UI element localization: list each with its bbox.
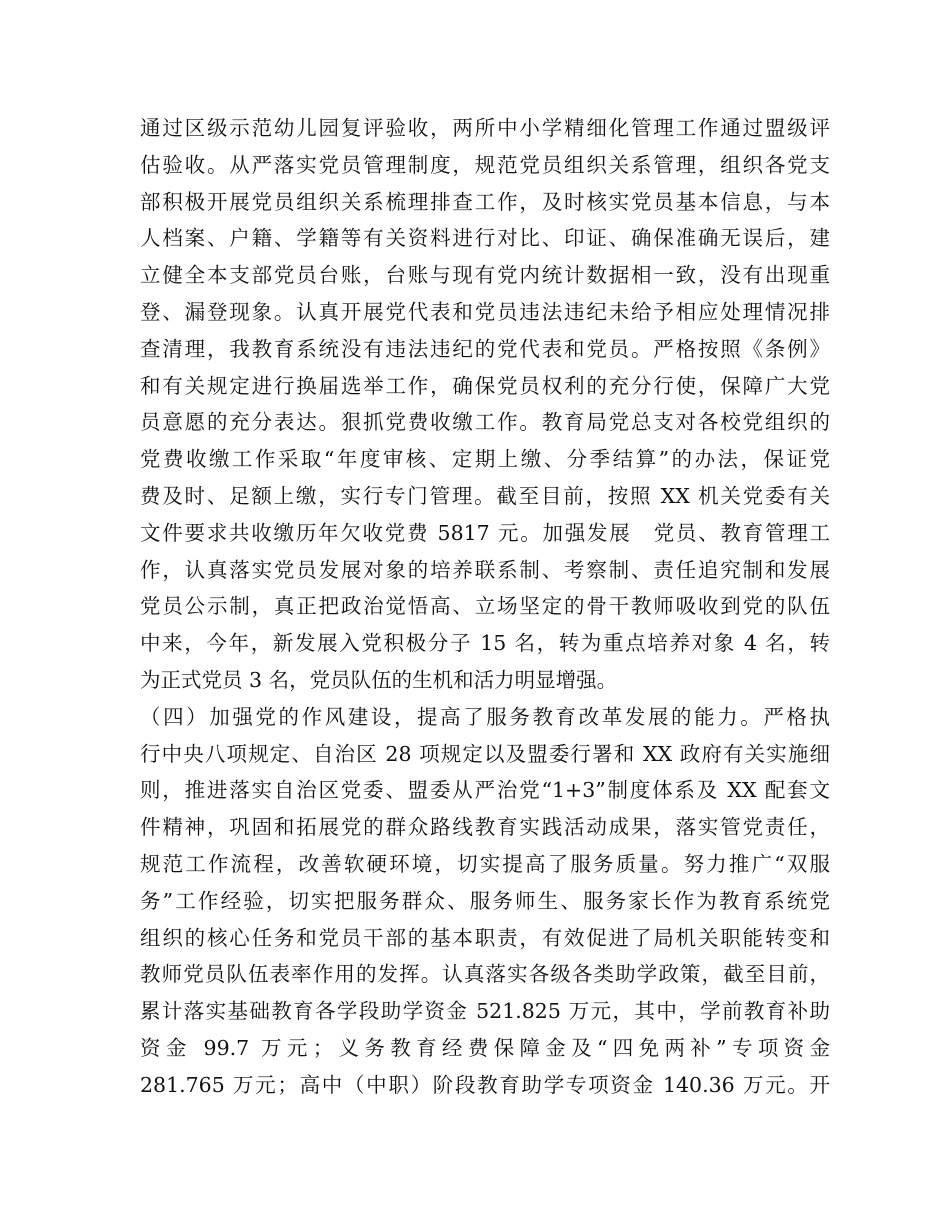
text-line: 通过区级示范幼儿园复评验收，两所中小学精细化管理工作通过盟级评: [140, 116, 830, 140]
text-line: 人档案、户籍、学籍等有关资料进行对比、印证、确保准确无误后，建: [140, 226, 830, 251]
text-line: 教师党员队伍表率作用的发挥。认真落实各级各类助学政策，截至目前，: [140, 962, 830, 987]
text-line: 党员公示制，真正把政治觉悟高、立场坚定的骨干教师吸收到党的队伍: [140, 594, 830, 619]
text-line: 登、漏登现象。认真开展党代表和党员违法违纪未给予相应处理情况排: [140, 299, 830, 324]
text-line: 累计落实基础教育各学段助学资金 521.825 万元，其中，学前教育补助: [140, 999, 830, 1024]
paragraph-start-line: （四）加强党的作风建设，提高了服务教育改革发展的能力。严格执: [140, 704, 830, 729]
text-line: 和有关规定进行换届选举工作，确保党员权利的充分行使，保障广大党: [140, 373, 830, 398]
text-line: 立健全本支部党员台账，台账与现有党内统计数据相一致，没有出现重: [140, 263, 830, 288]
text-line: 为正式党员 3 名，党员队伍的生机和活力明显增强。: [140, 667, 618, 692]
text-line: 中来，今年，新发展入党积极分子 15 名，转为重点培养对象 4 名，转: [140, 631, 830, 656]
text-line: 务”工作经验，切实把服务群众、服务师生、服务家长作为教育系统党: [140, 888, 830, 913]
text-line: 部积极开展党员组织关系梳理排查工作，及时核实党员基本信息，与本: [140, 189, 830, 214]
text-line: 党费收缴工作采取“年度审核、定期上缴、分季结算”的办法，保证党: [140, 447, 830, 472]
text-line: 费及时、足额上缴，实行专门管理。截至目前，按照 XX 机关党委有关: [140, 483, 830, 508]
text-line: 规范工作流程，改善软硬环境，切实提高了服务质量。努力推广“双服: [140, 851, 830, 876]
text-line: 文件要求共收缴历年欠收党费 5817 元。加强发展 党员、教育管理工: [140, 520, 830, 545]
text-line: 资金 99.7 万元；义务教育经费保障金及“四免两补”专项资金: [140, 1035, 830, 1060]
text-line: 估验收。从严落实党员管理制度，规范党员组织关系管理，组织各党支: [140, 152, 830, 177]
text-line: 281.765 万元；高中（中职）阶段教育助学专项资金 140.36 万元。开: [140, 1072, 830, 1097]
document-body: [140, 110, 830, 1104]
text-line: 员意愿的充分表达。狠抓党费收缴工作。教育局党总支对各校党组织的: [140, 410, 830, 435]
text-line: 作，认真落实党员发展对象的培养联系制、考察制、责任追究制和发展: [140, 557, 830, 582]
text-line: 则，推进落实自治区党委、盟委从严治党“1+3”制度体系及 XX 配套文: [140, 778, 830, 803]
text-line: 件精神，巩固和拓展党的群众路线教育实践活动成果，落实管党责任，: [140, 815, 830, 840]
text-line: 查清理，我教育系统没有违法违纪的党代表和党员。严格按照《条例》: [140, 336, 830, 361]
text-line: 组织的核心任务和党员干部的基本职责，有效促进了局机关职能转变和: [140, 925, 830, 950]
text-line: 行中央八项规定、自治区 28 项规定以及盟委行署和 XX 政府有关实施细: [140, 741, 830, 766]
